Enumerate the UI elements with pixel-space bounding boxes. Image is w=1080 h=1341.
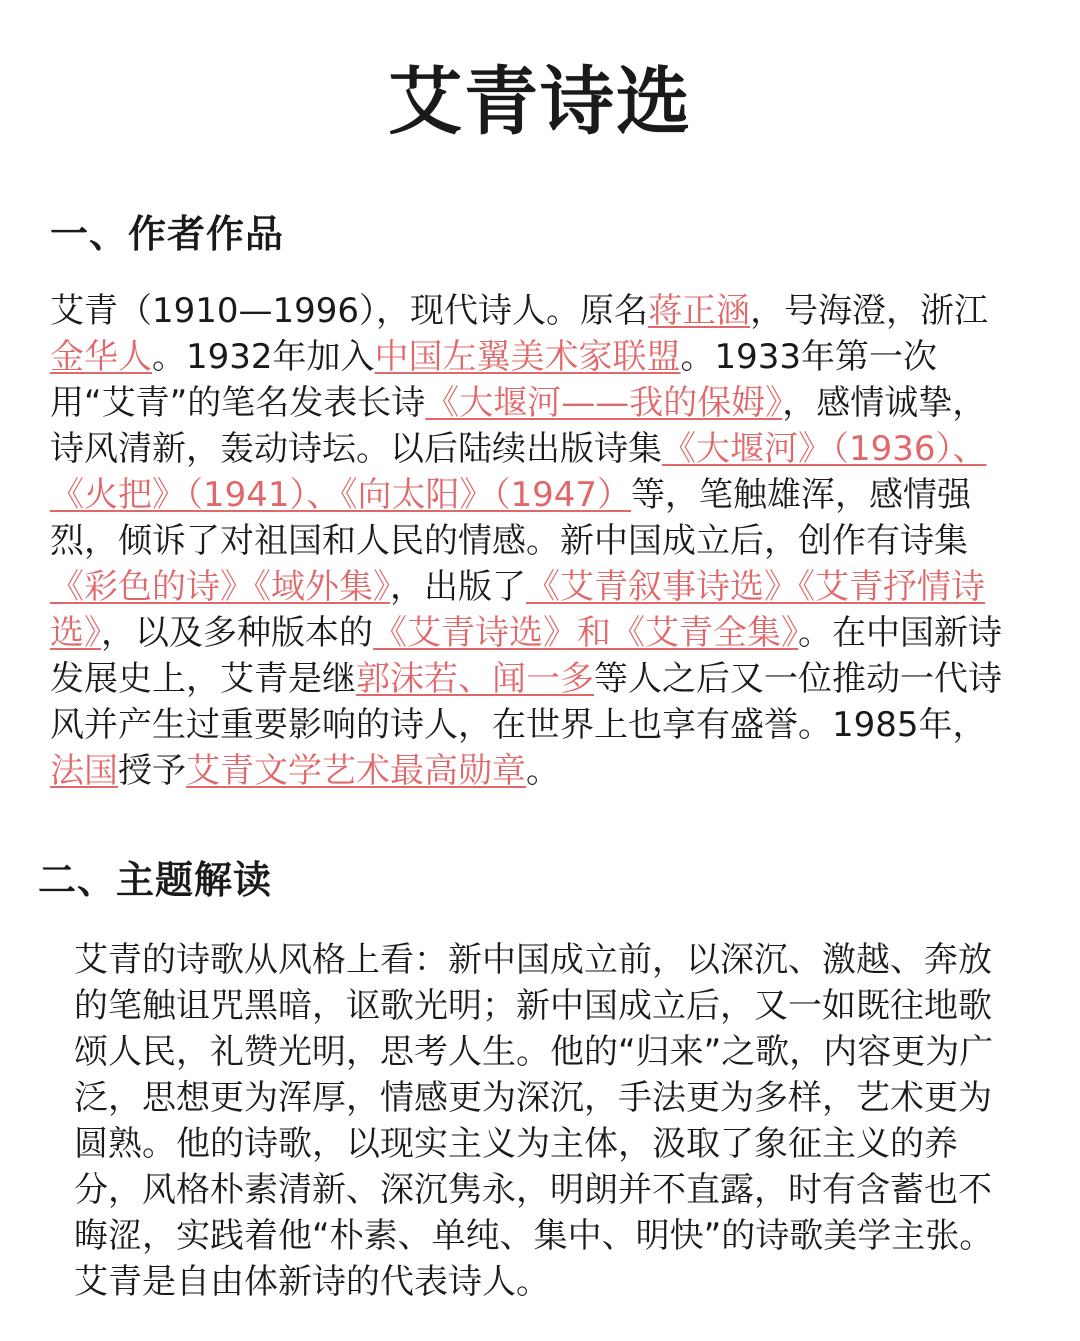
section-heading-author-works: 一、作者作品	[50, 212, 285, 256]
paragraph-text: 。1932年加入	[152, 337, 375, 377]
paragraph-text: 。在中国新诗发展史上，艾青是继	[50, 613, 1002, 699]
inline-link[interactable]: 《大堰河》（1936）、《火把》（1941）、《向太阳》（1947）	[50, 429, 987, 515]
inline-link[interactable]: 《艾青诗选》和《艾青全集》	[373, 613, 798, 653]
paragraph-text: 艾青（1910—1996），现代诗人。原名	[50, 291, 649, 331]
inline-link[interactable]: 《彩色的诗》《域外集》	[50, 567, 390, 607]
page-title: 艾青诗选	[388, 59, 692, 145]
inline-link[interactable]: 《艾青叙事诗选》《艾青抒情诗选》	[50, 567, 985, 653]
theme-reading-paragraph: 艾青的诗歌从风格上看：新中国成立前，以深沉、激越、奔放的笔触诅咒黑暗，讴歌光明；新中国成立后，又一如既往地歌颂人民，礼赞光明，思考人生。他的“归来”之歌，内容更为广泛，思想更为浑厚，情感更为深沉，手法更为多样，艺术更为圆熟。他的诗歌，以现实主义为主体，汲取了象征主义的养分，风格朴素清新、深沉隽永，明朗并不直露，时有含蓄也不晦涩，实践着他“朴素、单纯、集中、明快”的诗歌美学主张。艾青是自由体新诗的代表诗人。	[74, 940, 994, 1302]
paragraph-text: ，出版了	[390, 567, 526, 607]
section-heading-theme-reading: 二、主题解读	[38, 858, 273, 902]
inline-link[interactable]: 郭沫若、闻一多	[356, 659, 594, 699]
paragraph-text: 。1933年第一次用“艾青”的笔名发表长诗	[50, 337, 938, 423]
inline-link[interactable]: 中国左翼美术家联盟	[374, 337, 681, 377]
paragraph-text: ，以及多种版本的	[101, 613, 373, 653]
inline-link[interactable]: 蒋正涵	[648, 291, 751, 331]
inline-link[interactable]: 法国	[50, 751, 118, 791]
inline-link[interactable]: 《大堰河——我的保姆》	[425, 383, 783, 423]
paragraph-text: 授予	[118, 751, 186, 791]
paragraph-text: ，号海澄，浙江	[750, 291, 989, 331]
author-works-paragraph	[50, 288, 1010, 794]
inline-link[interactable]: 金华人	[50, 337, 152, 377]
paragraph-text: 等，笔触雄浑，感情强烈，倾诉了对祖国和人民的情感。新中国成立后，创作有诗集	[50, 475, 972, 561]
paragraph-text: 等人之后又一位推动一代诗风并产生过重要影响的诗人，在世界上也享有盛誉。1985年，	[50, 659, 1002, 745]
paragraph-text: 。	[526, 751, 560, 791]
inline-link[interactable]: 艾青文学艺术最高勋章	[186, 751, 526, 791]
paragraph-text: ，感情诚挚，诗风清新，轰动诗坛。以后陆续出版诗集	[50, 383, 987, 469]
